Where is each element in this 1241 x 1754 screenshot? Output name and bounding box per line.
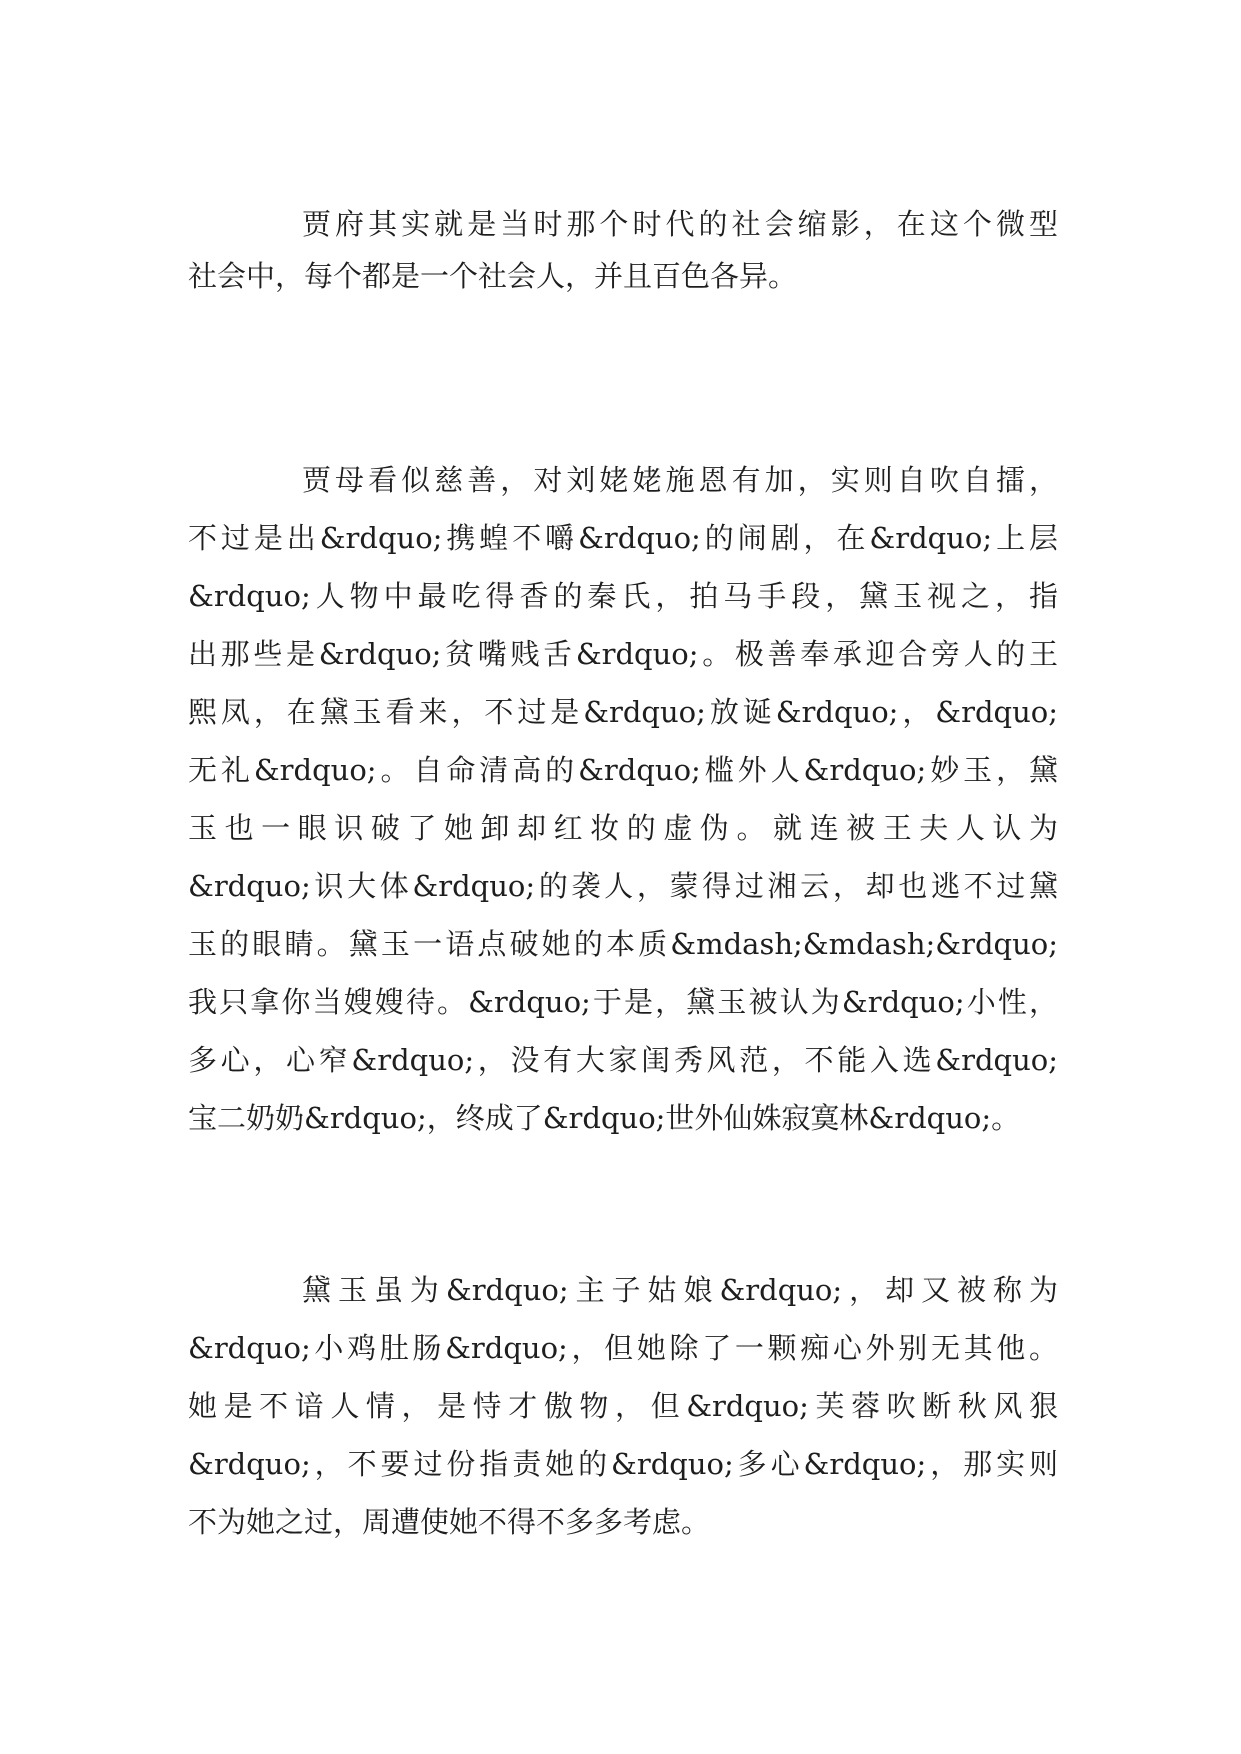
paragraph-line: 贾母看似慈善，对刘姥姥施恩有加，实则自吹自擂， [302,463,1058,497]
paragraph-line: 宝二奶奶&rdquo;，终成了&rdquo;世外仙姝寂寞林&rdquo;。 [188,1101,1021,1135]
paragraph-line: 玉也一眼识破了她卸却红妆的虚伪。就连被王夫人认为 [188,811,1058,845]
paragraph-line: 多心，心窄&rdquo;，没有大家闺秀风范，不能入选&rdquo; [188,1043,1058,1077]
paragraph-line: &rdquo;，不要过份指责她的&rdquo;多心&rdquo;，那实则 [188,1447,1058,1481]
paragraph-line: 玉的眼睛。黛玉一语点破她的本质&mdash;&mdash;&rdquo; [188,927,1058,961]
paragraph-line: 她是不谙人情，是恃才傲物，但&rdquo;芙蓉吹断秋风狠 [188,1389,1058,1423]
paragraph-line: 不过是出&rdquo;携蝗不嚼&rdquo;的闹剧，在&rdquo;上层 [188,521,1058,555]
paragraph-line: 无礼&rdquo;。自命清高的&rdquo;槛外人&rdquo;妙玉，黛 [188,753,1058,787]
paragraph-line: &rdquo;识大体&rdquo;的袭人，蒙得过湘云，却也逃不过黛 [188,869,1058,903]
paragraph-line: 我只拿你当嫂嫂待。&rdquo;于是，黛玉被认为&rdquo;小性， [188,985,1058,1019]
paragraph-line: 黛玉虽为&rdquo;主子姑娘&rdquo;，却又被称为 [302,1273,1058,1307]
paragraph-line: &rdquo;人物中最吃得香的秦氏，拍马手段，黛玉视之，指 [188,579,1058,613]
paragraph-line: 贾府其实就是当时那个时代的社会缩影，在这个微型 [302,207,1058,241]
paragraph-line: &rdquo;小鸡肚肠&rdquo;，但她除了一颗痴心外别无其他。 [188,1331,1058,1365]
paragraph-line: 不为她之过，周遭使她不得不多多考虑。 [188,1505,711,1539]
paragraph-line: 出那些是&rdquo;贫嘴贱舌&rdquo;。极善奉承迎合旁人的王 [188,637,1058,671]
paragraph-line: 熙凤，在黛玉看来，不过是&rdquo;放诞&rdquo;，&rdquo; [188,695,1058,729]
paragraph-line: 社会中，每个都是一个社会人，并且百色各异。 [188,259,798,293]
